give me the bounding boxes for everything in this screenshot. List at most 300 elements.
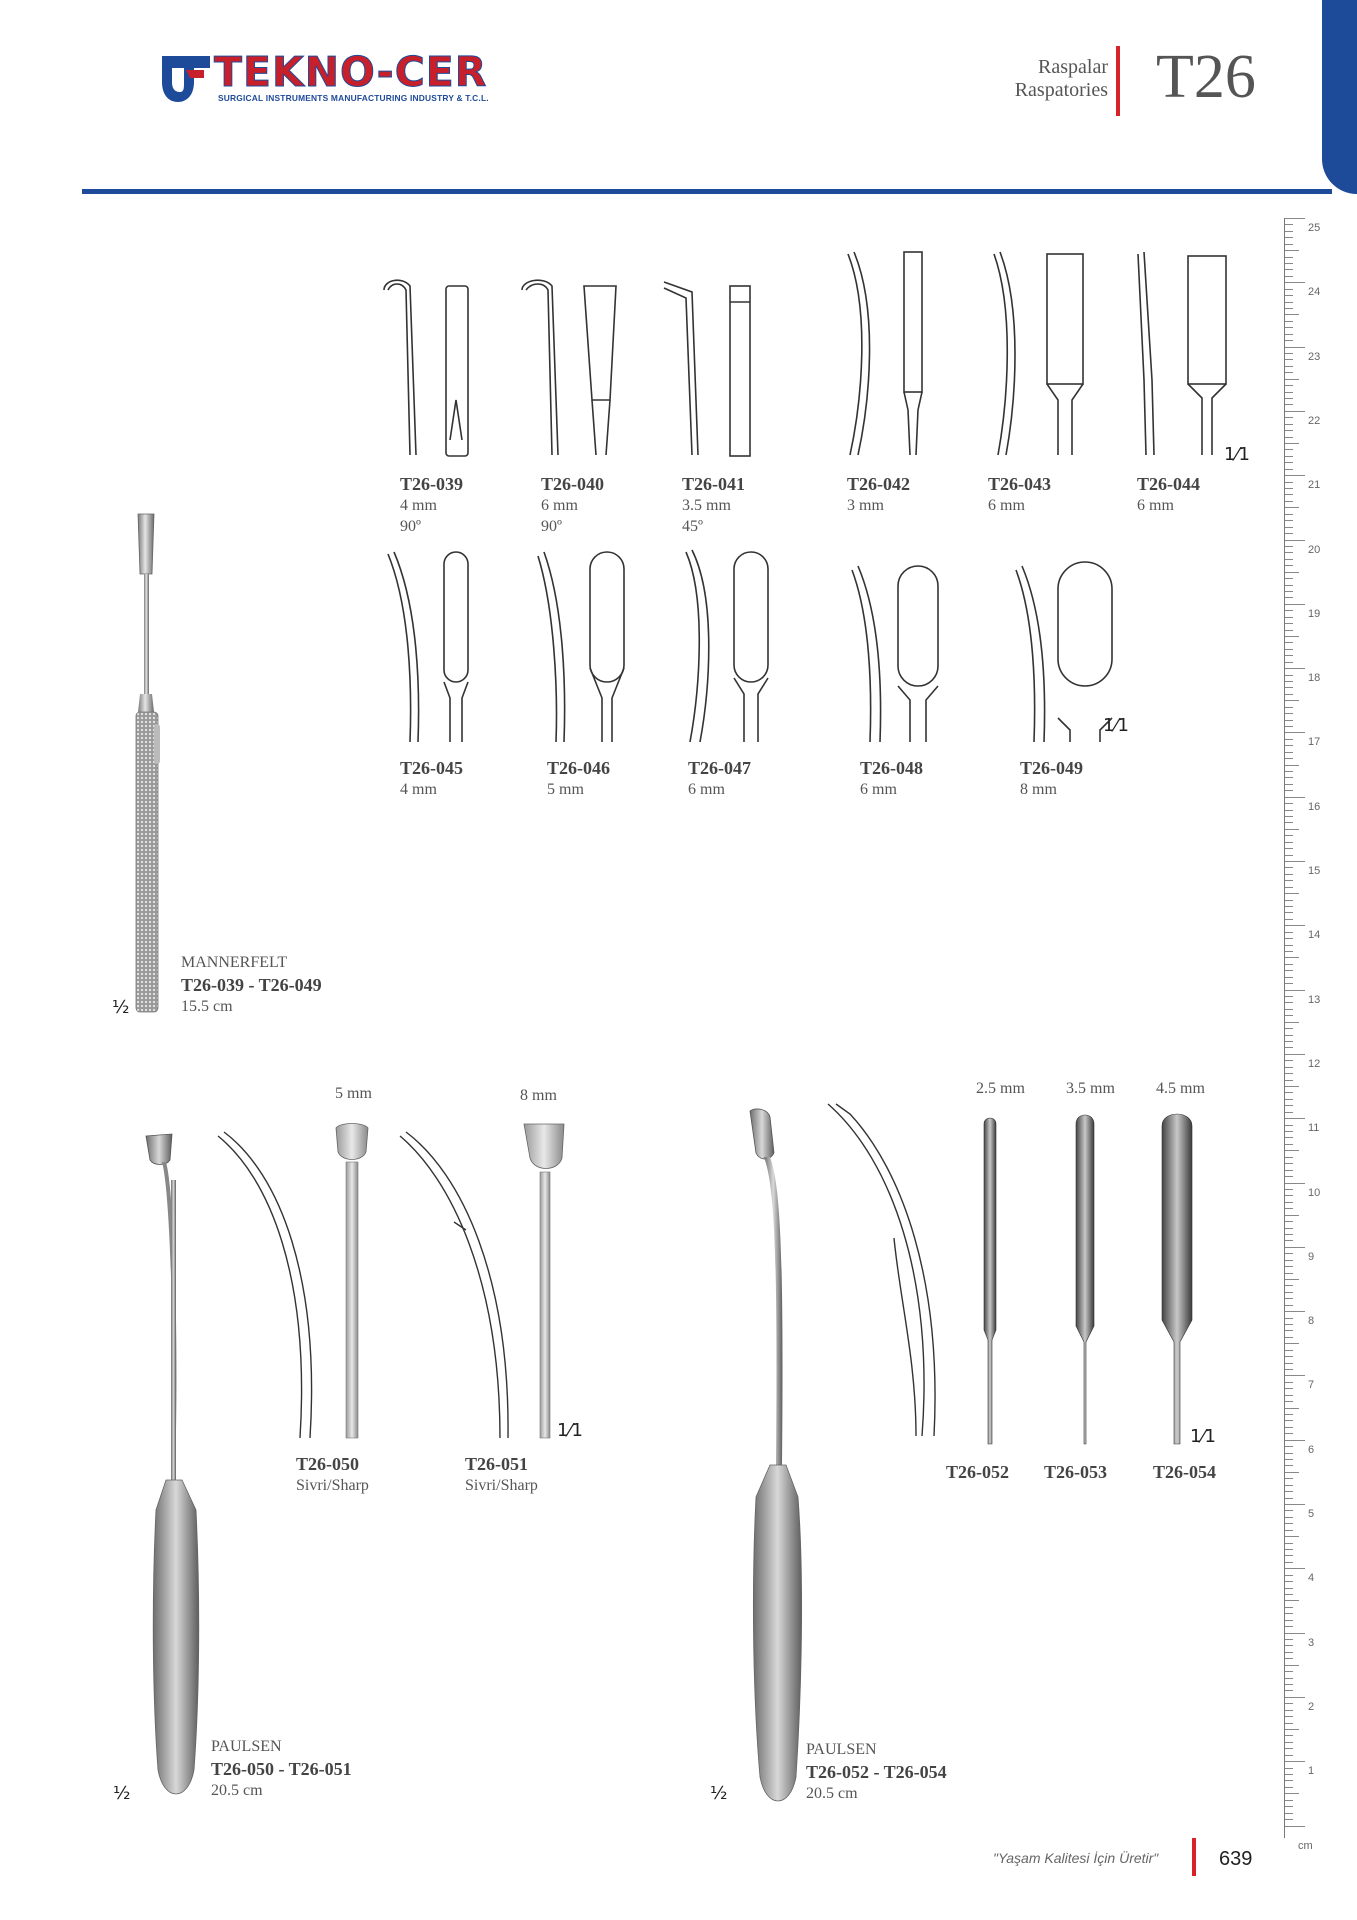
paulsen-b-length: 20.5 cm	[806, 1785, 858, 1802]
ruler-tick	[1285, 1755, 1293, 1756]
header-rule	[82, 189, 1332, 194]
paulsen-b-range: T26-052 - T26-054	[806, 1762, 947, 1782]
item-t26-052: T26-052	[946, 1462, 1009, 1482]
ruler-tick	[1285, 1658, 1293, 1659]
ruler-tick	[1285, 1324, 1293, 1325]
ruler-tick	[1285, 527, 1293, 528]
ruler-tick	[1285, 1363, 1293, 1364]
mannerfelt-scale: ½	[112, 997, 130, 1018]
ruler-tick	[1285, 623, 1293, 624]
mannerfelt-instrument-image	[128, 512, 170, 1022]
ruler-tick	[1285, 302, 1293, 303]
ruler-tick	[1285, 1588, 1293, 1589]
brand-name: TEKNO-CER	[214, 48, 488, 96]
ruler-tick	[1285, 1684, 1293, 1685]
ruler-tick	[1285, 1735, 1293, 1736]
ruler-tick	[1285, 1157, 1293, 1158]
paulsen-a-instrument-image	[138, 1130, 212, 1812]
ruler-label: 4	[1308, 1572, 1315, 1585]
ruler-tick	[1285, 687, 1293, 688]
paulsen-b-dim-1: 2.5 mm	[976, 1080, 1025, 1097]
ruler-tick	[1285, 244, 1293, 245]
ruler-tick	[1285, 1504, 1305, 1505]
ruler-tick	[1285, 1163, 1293, 1164]
ruler-tick	[1285, 1375, 1305, 1376]
ruler-tick	[1285, 861, 1305, 862]
ruler-tick	[1285, 218, 1305, 219]
ruler-tick	[1285, 1748, 1293, 1749]
ruler-tick	[1285, 597, 1293, 598]
ruler-tick	[1285, 1131, 1293, 1132]
ruler-tick	[1285, 1549, 1293, 1550]
ruler-tick	[1285, 469, 1293, 470]
ruler-tick	[1285, 372, 1293, 373]
ruler-tick	[1285, 1530, 1293, 1531]
category-title	[1015, 56, 1108, 102]
section-code: T26	[1156, 43, 1256, 111]
ruler-tick	[1285, 1401, 1293, 1402]
ruler-tick	[1285, 488, 1293, 489]
ruler-tick	[1285, 269, 1293, 270]
item-t26-039: T26-039 4 mm 90º	[400, 474, 463, 535]
ruler-tick	[1285, 880, 1293, 881]
ruler-label: 25	[1308, 222, 1321, 234]
ruler-tick	[1285, 797, 1305, 798]
ruler-tick	[1285, 816, 1293, 817]
ruler-tick	[1285, 1420, 1293, 1421]
ruler-tick	[1285, 1183, 1305, 1184]
ruler-tick	[1285, 1279, 1299, 1280]
ruler-label: 24	[1308, 286, 1321, 299]
ruler-tick	[1285, 1015, 1293, 1016]
ruler-tick	[1285, 1118, 1305, 1119]
ruler-tick	[1285, 546, 1293, 547]
ruler-tick	[1285, 1761, 1305, 1762]
ruler-tick	[1285, 591, 1293, 592]
ruler-tick	[1285, 462, 1293, 463]
ruler-tick	[1285, 1060, 1293, 1061]
ruler-tick	[1285, 514, 1293, 515]
ruler-tick	[1285, 617, 1293, 618]
ruler-tick	[1285, 777, 1293, 778]
ruler-tick	[1285, 655, 1293, 656]
row2-scale: 1⁄1	[1103, 715, 1129, 736]
ruler-tick	[1285, 964, 1293, 965]
footer-divider	[1192, 1838, 1196, 1876]
ruler-tick	[1285, 1112, 1293, 1113]
row1-scale: 1⁄1	[1224, 444, 1250, 465]
ruler-label: 23	[1308, 350, 1321, 363]
ruler-tick	[1285, 334, 1293, 335]
ruler-tick	[1285, 945, 1293, 946]
ruler-label: 14	[1308, 929, 1321, 942]
ruler-tick	[1285, 1002, 1293, 1003]
ruler-tick	[1285, 1446, 1293, 1447]
ruler-tick	[1285, 1350, 1293, 1351]
ruler-tick	[1285, 1697, 1305, 1698]
ruler-tick	[1285, 739, 1293, 740]
ruler-tick	[1285, 771, 1293, 772]
ruler-tick	[1285, 321, 1293, 322]
ruler-tick	[1285, 257, 1293, 258]
brand-logo-icon	[160, 52, 212, 104]
item-t26-047: T26-047 6 mm	[688, 758, 751, 798]
ruler-tick	[1285, 938, 1293, 939]
ruler-tick	[1285, 1080, 1293, 1081]
ruler-tick	[1285, 630, 1293, 631]
ruler-tick	[1285, 1009, 1293, 1010]
ruler-tick	[1285, 1433, 1293, 1434]
ruler-tick	[1285, 906, 1293, 907]
ruler-tick	[1285, 1408, 1299, 1409]
paulsen-a-length: 20.5 cm	[211, 1782, 263, 1799]
ruler-tick	[1285, 822, 1293, 823]
ruler-tick	[1285, 398, 1293, 399]
paulsen-b-group-label	[806, 1739, 947, 1805]
ruler-tick	[1285, 855, 1293, 856]
ruler-tick	[1285, 1716, 1293, 1717]
ruler-tick	[1285, 282, 1305, 283]
ruler-tick	[1285, 1144, 1293, 1145]
ruler-tick	[1285, 1780, 1293, 1781]
ruler-tick	[1285, 1813, 1293, 1814]
ruler-tick	[1285, 276, 1293, 277]
ruler-tick	[1285, 1819, 1293, 1820]
ruler-tick	[1285, 1170, 1293, 1171]
item-t26-045: T26-045 4 mm	[400, 758, 463, 798]
ruler-tick	[1285, 379, 1299, 380]
ruler-tick	[1285, 1613, 1293, 1614]
ruler-tick	[1285, 520, 1293, 521]
ruler-tick	[1285, 250, 1299, 251]
paulsen-b-dim-3: 4.5 mm	[1156, 1080, 1205, 1097]
ruler-label: 10	[1308, 1186, 1321, 1199]
ruler-tick	[1285, 1260, 1293, 1261]
ruler-tick	[1285, 1067, 1293, 1068]
ruler-tick	[1285, 925, 1305, 926]
ruler-tick	[1285, 1266, 1293, 1267]
mannerfelt-group-label	[181, 952, 322, 1018]
ruler-tick	[1285, 552, 1293, 553]
ruler-tick	[1285, 1690, 1293, 1691]
ruler-label: 21	[1308, 479, 1321, 492]
ruler-tick	[1285, 1575, 1293, 1576]
ruler-tick	[1285, 572, 1299, 573]
ruler-tick	[1285, 1356, 1293, 1357]
mannerfelt-row2-drawings	[380, 548, 1120, 748]
paulsen-a-dim-2: 8 mm	[520, 1087, 557, 1104]
ruler-tick	[1285, 720, 1293, 721]
ruler-tick	[1285, 1465, 1293, 1466]
ruler-tick	[1285, 501, 1293, 502]
category-en: Raspatories	[1014, 79, 1108, 101]
ruler-tick	[1285, 507, 1299, 508]
ruler-tick	[1285, 1054, 1305, 1055]
ruler-tick	[1285, 893, 1299, 894]
ruler-tick	[1285, 437, 1293, 438]
ruler-label: 9	[1308, 1250, 1315, 1263]
paulsen-a-detail-scale: 1⁄1	[557, 1420, 583, 1441]
ruler-tick	[1285, 983, 1293, 984]
ruler-tick	[1285, 1523, 1293, 1524]
ruler-tick	[1285, 1594, 1293, 1595]
item-t26-041: T26-041 3.5 mm 45º	[682, 474, 745, 535]
ruler-tick	[1285, 1671, 1293, 1672]
ruler-label: 16	[1308, 800, 1321, 813]
paulsen-b-instrument-image	[730, 1105, 830, 1815]
ruler-tick	[1285, 1176, 1293, 1177]
ruler-tick	[1285, 726, 1293, 727]
ruler-label: 20	[1308, 543, 1321, 556]
ruler-tick	[1285, 1343, 1299, 1344]
paulsen-b-tip-drawings	[970, 1110, 1220, 1450]
ruler-tick	[1285, 1491, 1293, 1492]
ruler-tick	[1285, 1806, 1293, 1807]
ruler-tick	[1285, 912, 1293, 913]
mannerfelt-length: 15.5 cm	[181, 998, 233, 1015]
ruler-tick	[1285, 231, 1293, 232]
ruler-tick	[1285, 1234, 1293, 1235]
ruler-tick	[1285, 977, 1293, 978]
ruler-tick	[1285, 1626, 1293, 1627]
ruler-tick	[1285, 1568, 1305, 1569]
ruler-tick	[1285, 392, 1293, 393]
ruler-tick	[1285, 585, 1293, 586]
ruler-tick	[1285, 951, 1293, 952]
ruler-tick	[1285, 610, 1293, 611]
ruler-tick	[1285, 642, 1293, 643]
ruler-tick	[1285, 745, 1293, 746]
ruler-tick	[1285, 1105, 1293, 1106]
ruler-tick	[1285, 559, 1293, 560]
ruler-tick	[1285, 1793, 1299, 1794]
ruler-tick	[1285, 417, 1293, 418]
ruler-tick	[1285, 957, 1299, 958]
ruler-tick	[1285, 1768, 1293, 1769]
ruler-tick	[1285, 456, 1293, 457]
ruler-tick	[1285, 347, 1305, 348]
ruler-label: 22	[1308, 414, 1321, 427]
ruler-tick	[1285, 707, 1293, 708]
paulsen-a-range: T26-050 - T26-051	[211, 1759, 352, 1779]
ruler-tick	[1285, 289, 1293, 290]
ruler-tick	[1285, 1388, 1293, 1389]
paulsen-a-dim-1: 5 mm	[335, 1085, 372, 1102]
ruler-tick	[1285, 1678, 1293, 1679]
ruler-tick	[1285, 340, 1293, 341]
ruler-tick	[1285, 1208, 1293, 1209]
ruler-label: 5	[1308, 1508, 1315, 1520]
ruler-tick	[1285, 1369, 1293, 1370]
ruler-tick	[1285, 1581, 1293, 1582]
header-divider	[1116, 46, 1120, 116]
item-t26-054: T26-054	[1153, 1462, 1216, 1482]
paulsen-a-detail-drawings	[210, 1118, 590, 1448]
ruler-tick	[1285, 1472, 1299, 1473]
cm-ruler	[1284, 218, 1321, 1838]
ruler-tick	[1285, 1092, 1293, 1093]
ruler-tick	[1285, 1536, 1299, 1537]
ruler-tick	[1285, 1459, 1293, 1460]
ruler-tick	[1285, 752, 1293, 753]
ruler-tick	[1285, 649, 1293, 650]
ruler-unit: cm	[1298, 1840, 1313, 1852]
ruler-label: 3	[1308, 1636, 1315, 1649]
ruler-tick	[1285, 1273, 1293, 1274]
ruler-tick	[1285, 1311, 1305, 1312]
ruler-tick	[1285, 636, 1299, 637]
ruler-tick	[1285, 263, 1293, 264]
ruler-tick	[1285, 1639, 1293, 1640]
ruler-tick	[1285, 1478, 1293, 1479]
paulsen-b-curve-drawing	[822, 1100, 942, 1440]
ruler-label: 2	[1308, 1700, 1315, 1713]
ruler-tick	[1285, 900, 1293, 901]
ruler-tick	[1285, 1510, 1293, 1511]
ruler-tick	[1285, 224, 1293, 225]
ruler-tick	[1285, 359, 1293, 360]
ruler-tick	[1285, 919, 1293, 920]
item-t26-051: T26-051 Sivri/Sharp	[465, 1454, 538, 1494]
ruler-tick	[1285, 1729, 1299, 1730]
item-t26-046: T26-046 5 mm	[547, 758, 610, 798]
ruler-label: 13	[1308, 993, 1321, 1006]
ruler-tick	[1285, 327, 1293, 328]
ruler-tick	[1285, 1022, 1299, 1023]
paulsen-b-name: PAULSEN	[806, 1741, 877, 1758]
ruler-tick	[1285, 366, 1293, 367]
ruler-label: 12	[1308, 1057, 1321, 1070]
item-t26-040: T26-040 6 mm 90º	[541, 474, 604, 535]
ruler-tick	[1285, 1247, 1305, 1248]
ruler-tick	[1285, 1607, 1293, 1608]
ruler-tick	[1285, 790, 1293, 791]
mannerfelt-name: MANNERFELT	[181, 954, 288, 971]
ruler-tick	[1285, 494, 1293, 495]
ruler-tick	[1285, 1498, 1293, 1499]
ruler-tick	[1285, 867, 1293, 868]
item-t26-049: T26-049 8 mm	[1020, 758, 1083, 798]
ruler-tick	[1285, 237, 1293, 238]
ruler-tick	[1285, 314, 1299, 315]
ruler-tick	[1285, 1305, 1293, 1306]
ruler-tick	[1285, 540, 1305, 541]
ruler-tick	[1285, 829, 1299, 830]
ruler-tick	[1285, 411, 1305, 412]
ruler-label: 18	[1308, 672, 1321, 685]
ruler-tick	[1285, 848, 1293, 849]
ruler-tick	[1285, 713, 1293, 714]
ruler-tick	[1285, 1330, 1293, 1331]
ruler-tick	[1285, 662, 1293, 663]
paulsen-a-name: PAULSEN	[211, 1738, 282, 1755]
ruler-tick	[1285, 1202, 1293, 1203]
ruler-tick	[1285, 565, 1293, 566]
ruler-tick	[1285, 842, 1293, 843]
ruler-tick	[1285, 1228, 1293, 1229]
ruler-tick	[1285, 578, 1293, 579]
ruler-label: 15	[1308, 865, 1321, 877]
item-t26-053: T26-053	[1044, 1462, 1107, 1482]
ruler-tick	[1285, 990, 1305, 991]
ruler-tick	[1285, 1645, 1293, 1646]
ruler-tick	[1285, 1086, 1299, 1087]
ruler-label: 17	[1308, 736, 1321, 749]
ruler-tick	[1285, 1073, 1293, 1074]
ruler-tick	[1285, 1562, 1293, 1563]
ruler-tick	[1285, 533, 1293, 534]
ruler-tick	[1285, 404, 1293, 405]
item-t26-044: T26-044 6 mm	[1137, 474, 1200, 514]
ruler-tick	[1285, 1633, 1305, 1634]
ruler-tick	[1285, 308, 1293, 309]
ruler-label: 7	[1308, 1379, 1315, 1392]
ruler-tick	[1285, 1665, 1299, 1666]
ruler-tick	[1285, 424, 1293, 425]
ruler-tick	[1285, 835, 1293, 836]
ruler-tick	[1285, 1195, 1293, 1196]
ruler-tick	[1285, 1035, 1293, 1036]
ruler-tick	[1285, 970, 1293, 971]
item-t26-042: T26-042 3 mm	[847, 474, 910, 514]
ruler-tick	[1285, 1292, 1293, 1293]
paulsen-b-scale: ½	[710, 1783, 728, 1804]
ruler-label: 6	[1308, 1443, 1315, 1456]
ruler-tick	[1285, 1742, 1293, 1743]
ruler-tick	[1285, 1125, 1293, 1126]
ruler-tick	[1285, 1395, 1293, 1396]
ruler-tick	[1285, 810, 1293, 811]
ruler-tick	[1285, 1440, 1305, 1441]
ruler-tick	[1285, 700, 1299, 701]
ruler-tick	[1285, 385, 1293, 386]
ruler-label: 19	[1308, 607, 1321, 620]
ruler-label: 8	[1308, 1315, 1315, 1328]
ruler-tick	[1285, 1041, 1293, 1042]
ruler-tick	[1285, 295, 1293, 296]
item-t26-043: T26-043 6 mm	[988, 474, 1051, 514]
ruler-tick	[1285, 758, 1293, 759]
ruler-tick	[1285, 1517, 1293, 1518]
ruler-tick	[1285, 932, 1293, 933]
ruler-tick	[1285, 1047, 1293, 1048]
ruler-tick	[1285, 1028, 1293, 1029]
ruler-tick	[1285, 1298, 1293, 1299]
item-t26-050: T26-050 Sivri/Sharp	[296, 1454, 369, 1494]
ruler-tick	[1285, 1543, 1293, 1544]
ruler-tick	[1285, 1221, 1293, 1222]
ruler-tick	[1285, 1382, 1293, 1383]
mannerfelt-range: T26-039 - T26-049	[181, 975, 322, 995]
item-t26-048: T26-048 6 mm	[860, 758, 923, 798]
paulsen-a-group-label	[211, 1736, 352, 1802]
ruler-tick	[1285, 1620, 1293, 1621]
ruler-tick	[1285, 1137, 1293, 1138]
ruler-tick	[1285, 1787, 1293, 1788]
ruler-tick	[1285, 1240, 1293, 1241]
mannerfelt-row1-drawings	[380, 250, 1240, 465]
ruler-tick	[1285, 996, 1293, 997]
ruler-tick	[1285, 1710, 1293, 1711]
ruler-tick	[1285, 887, 1293, 888]
ruler-tick	[1285, 604, 1305, 605]
paulsen-b-detail-scale: 1⁄1	[1190, 1426, 1216, 1447]
ruler-tick	[1285, 482, 1293, 483]
ruler-tick	[1285, 732, 1305, 733]
ruler-tick	[1285, 1414, 1293, 1415]
ruler-tick	[1285, 1723, 1293, 1724]
ruler-tick	[1285, 1099, 1293, 1100]
